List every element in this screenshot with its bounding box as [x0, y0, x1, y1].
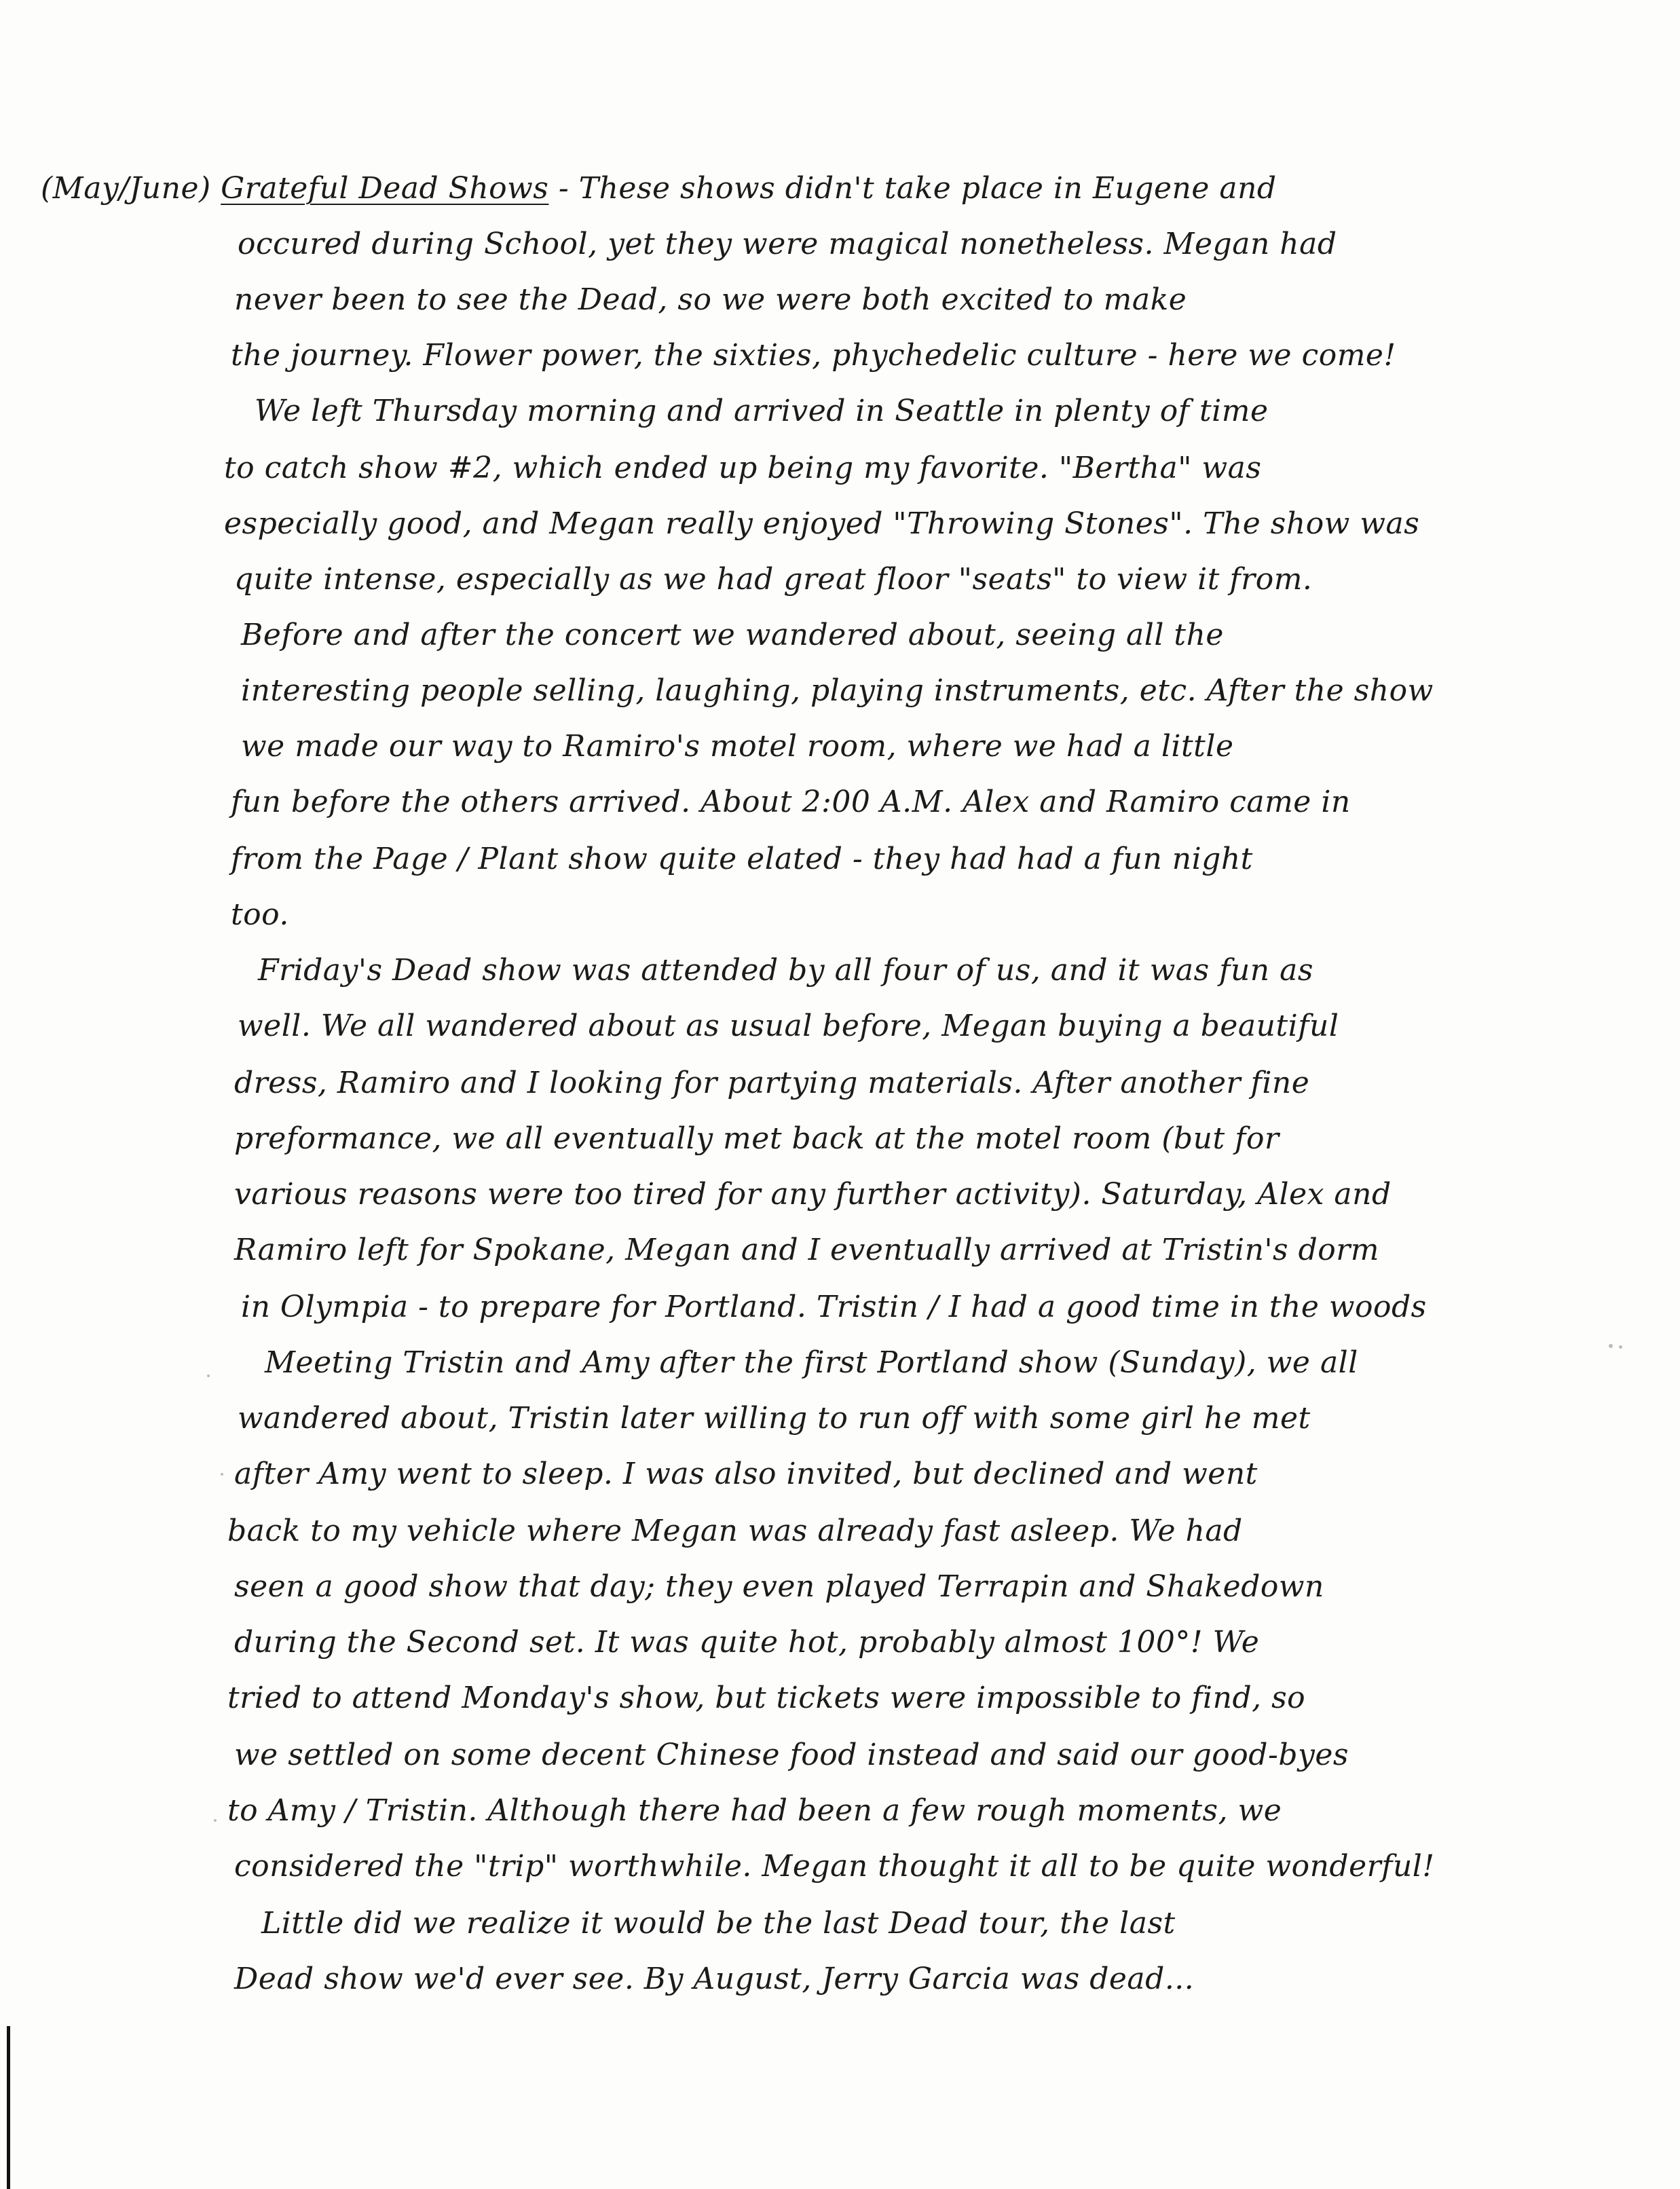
entry-line: we settled on some decent Chinese food instead and said our good-byes — [234, 1738, 1349, 1772]
entry-line: Dead show we'd ever see. By August, Jerry Garcia was dead... — [234, 1962, 1195, 1996]
entry-line: fun before the others arrived. About 2:00 A.M. Alex and Ramiro came in — [231, 785, 1351, 819]
margin-mark — [7, 2026, 10, 2189]
entry-line: We left Thursday morning and arrived in Seattle in plenty of time — [255, 394, 1269, 428]
entry-line: preformance, we all eventually met back at the motel room (but for — [234, 1121, 1280, 1156]
scan-speck — [221, 1473, 223, 1476]
entry-heading: Grateful Dead Shows — [221, 171, 549, 206]
entry-line: occured during School, yet they were magical nonetheless. Megan had — [238, 227, 1337, 261]
entry-line: Ramiro left for Spokane, Megan and I eventually arrived at Tristin's dorm — [234, 1233, 1380, 1267]
entry-line: dress, Ramiro and I looking for partying materials. After another fine — [234, 1066, 1310, 1100]
entry-line: from the Page / Plant show quite elated - they had had a fun night — [231, 842, 1253, 876]
scan-speck — [207, 1374, 210, 1377]
entry-line: Before and after the concert we wandered about, seeing all the — [241, 618, 1224, 652]
entry-line: Meeting Tristin and Amy after the first Portland show (Sunday), we all — [265, 1345, 1358, 1380]
entry-line: Little did we realize it would be the last Dead tour, the last — [261, 1906, 1176, 1941]
entry-line: considered the "trip" worthwhile. Megan thought it all to be quite wonderful! — [234, 1849, 1435, 1884]
entry-line: never been to see the Dead, so we were both excited to make — [234, 282, 1187, 317]
entry-line: the journey. Flower power, the sixties, phychedelic culture - here we come! — [231, 338, 1396, 373]
entry-line: back to my vehicle where Megan was already fast asleep. We had — [227, 1514, 1243, 1548]
entry-line: tried to attend Monday's show, but tickets were impossible to find, so — [227, 1681, 1306, 1715]
scan-speck — [214, 1819, 217, 1822]
entry-line: Friday's Dead show was attended by all four of us, and it was fun as — [258, 953, 1313, 988]
entry-line: too. — [231, 897, 289, 932]
entry-line: seen a good show that day; they even played Terrapin and Shakedown — [234, 1569, 1324, 1604]
entry-line: quite intense, especially as we had great floor "seats" to view it from. — [234, 562, 1313, 597]
entry-line: well. We all wandered about as usual before, Megan buying a beautiful — [238, 1009, 1339, 1043]
entry-line: to Amy / Tristin. Although there had been a few rough moments, we — [227, 1793, 1282, 1828]
entry-line: wandered about, Tristin later willing to run off with some girl he met — [238, 1401, 1311, 1436]
entry-line: especially good, and Megan really enjoyed "Throwing Stones". The show was — [224, 506, 1420, 541]
entry-date: (May/June) — [41, 171, 211, 206]
entry-line: various reasons were too tired for any further activity). Saturday, Alex and — [234, 1177, 1392, 1212]
entry-line-1 — [41, 168, 1277, 209]
entry-line-text: - These shows didn't take place in Eugene and — [548, 171, 1277, 206]
entry-line: during the Second set. It was quite hot, probably almost 100°! We — [234, 1625, 1260, 1660]
entry-line: after Amy went to sleep. I was also invited, but declined and went — [234, 1457, 1258, 1491]
entry-line: to catch show #2, which ended up being my favorite. "Bertha" was — [224, 451, 1262, 485]
entry-line: in Olympia - to prepare for Portland. Tristin / I had a good time in the woods — [241, 1290, 1427, 1324]
entry-line: we made our way to Ramiro's motel room, where we had a little — [241, 729, 1234, 764]
entry-line: interesting people selling, laughing, playing instruments, etc. After the show — [241, 673, 1434, 708]
scan-speck — [1609, 1344, 1613, 1348]
scan-speck — [1619, 1345, 1622, 1349]
